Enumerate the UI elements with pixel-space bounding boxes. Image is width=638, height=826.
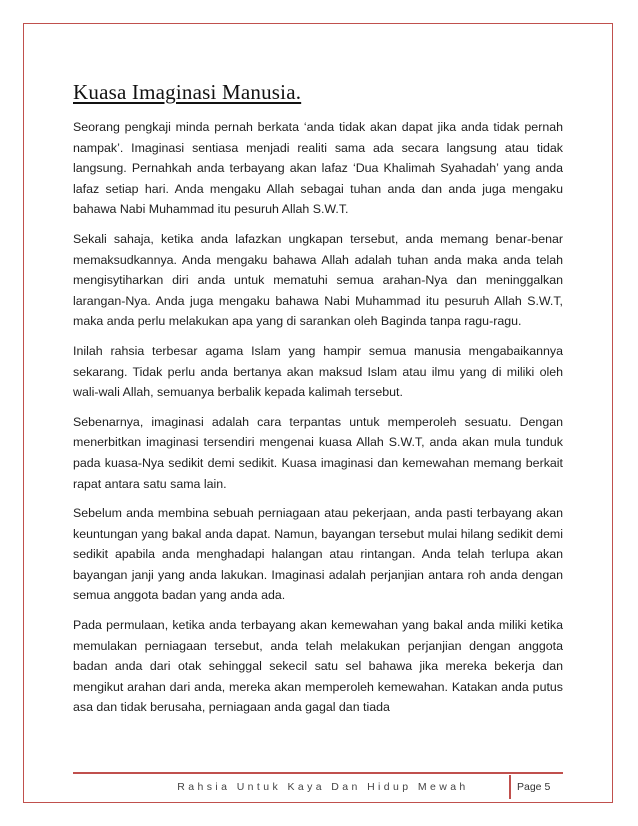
paragraph-5: Sebelum anda membina sebuah perniagaan atau pekerjaan, anda pasti terbayang akan keuntungan yang bakal anda dapat. Namun, bayangan tersebut mulai hilang sedikit demi sedikit apabila anda menghadapi halangan atau rintangan. Anda telah terlupa akan bayangan janji yang anda lakukan. Imaginasi adalah perjanjian antara roh anda dengan semua anggota badan yang anda ada. (73, 506, 563, 603)
paragraph-4: Sebenarnya, imaginasi adalah cara terpantas untuk memperoleh sesuatu. Dengan menerbitkan imaginasi tersendiri mengenai kuasa Allah S.W.T, anda akan mula tunduk pada kuasa-Nya sedikit demi sedikit. Kuasa imaginasi dan kemewahan memang berkait rapat antara satu sama lain. (73, 414, 563, 491)
page-footer (73, 772, 563, 800)
footer-book-title: Rahsia Untuk Kaya Dan Hidup Mewah (177, 781, 469, 793)
document-title: Kuasa Imaginasi Manusia. (73, 80, 302, 104)
document-body (73, 80, 563, 727)
paragraph-1: Seorang pengkaji minda pernah berkata ‘anda tidak akan dapat jika anda tidak pernah nampak’. Imaginasi sentiasa menjadi realiti sama ada secara langsung atau tidak langsung. Pernahkah anda terbayang akan lafaz ‘Dua Khalimah Syahadah’ yang anda lafaz setiap hari. Anda mengaku Allah sebagai tuhan anda dan anda juga mengaku bahawa Nabi Muhammad itu pesuruh Allah S.W.T. (73, 120, 563, 217)
paragraph-3: Inilah rahsia terbesar agama Islam yang hampir semua manusia mengabaikannya sekarang. Tidak perlu anda bertanya akan maksud Islam atau ilmu yang di miliki oleh wali-wali Allah, semuanya berbalik kepada kalimah tersebut. (73, 343, 563, 400)
footer-page-number: Page 5 (517, 781, 551, 793)
footer-divider (509, 775, 511, 799)
paragraph-6: Pada permulaan, ketika anda terbayang akan kemewahan yang bakal anda miliki ketika memulakan perniagaan tersebut, anda telah melakukan perjanjian dengan anggota badan anda dari otak sehinggal sekecil satu sel bahawa jika mereka bekerja dan mengikut arahan dari anda, mereka akan memperoleh kemewahan. Katakan anda putus asa dan tidak berusaha, perniagaan anda gagal dan tiada (73, 618, 563, 715)
paragraph-2: Sekali sahaja, ketika anda lafazkan ungkapan tersebut, anda memang benar-benar memaksudkannya. Anda mengaku bahawa Allah adalah tuhan anda maka anda telah mengisytiharkan diri anda untuk mematuhi semua arahan-Nya dan meninggalkan larangan-Nya. Anda juga mengaku bahawa Nabi Muhammad itu pesuruh Allah S.W.T, maka anda perlu melakukan apa yang di sarankan oleh Baginda tanpa ragu-ragu. (73, 231, 563, 329)
